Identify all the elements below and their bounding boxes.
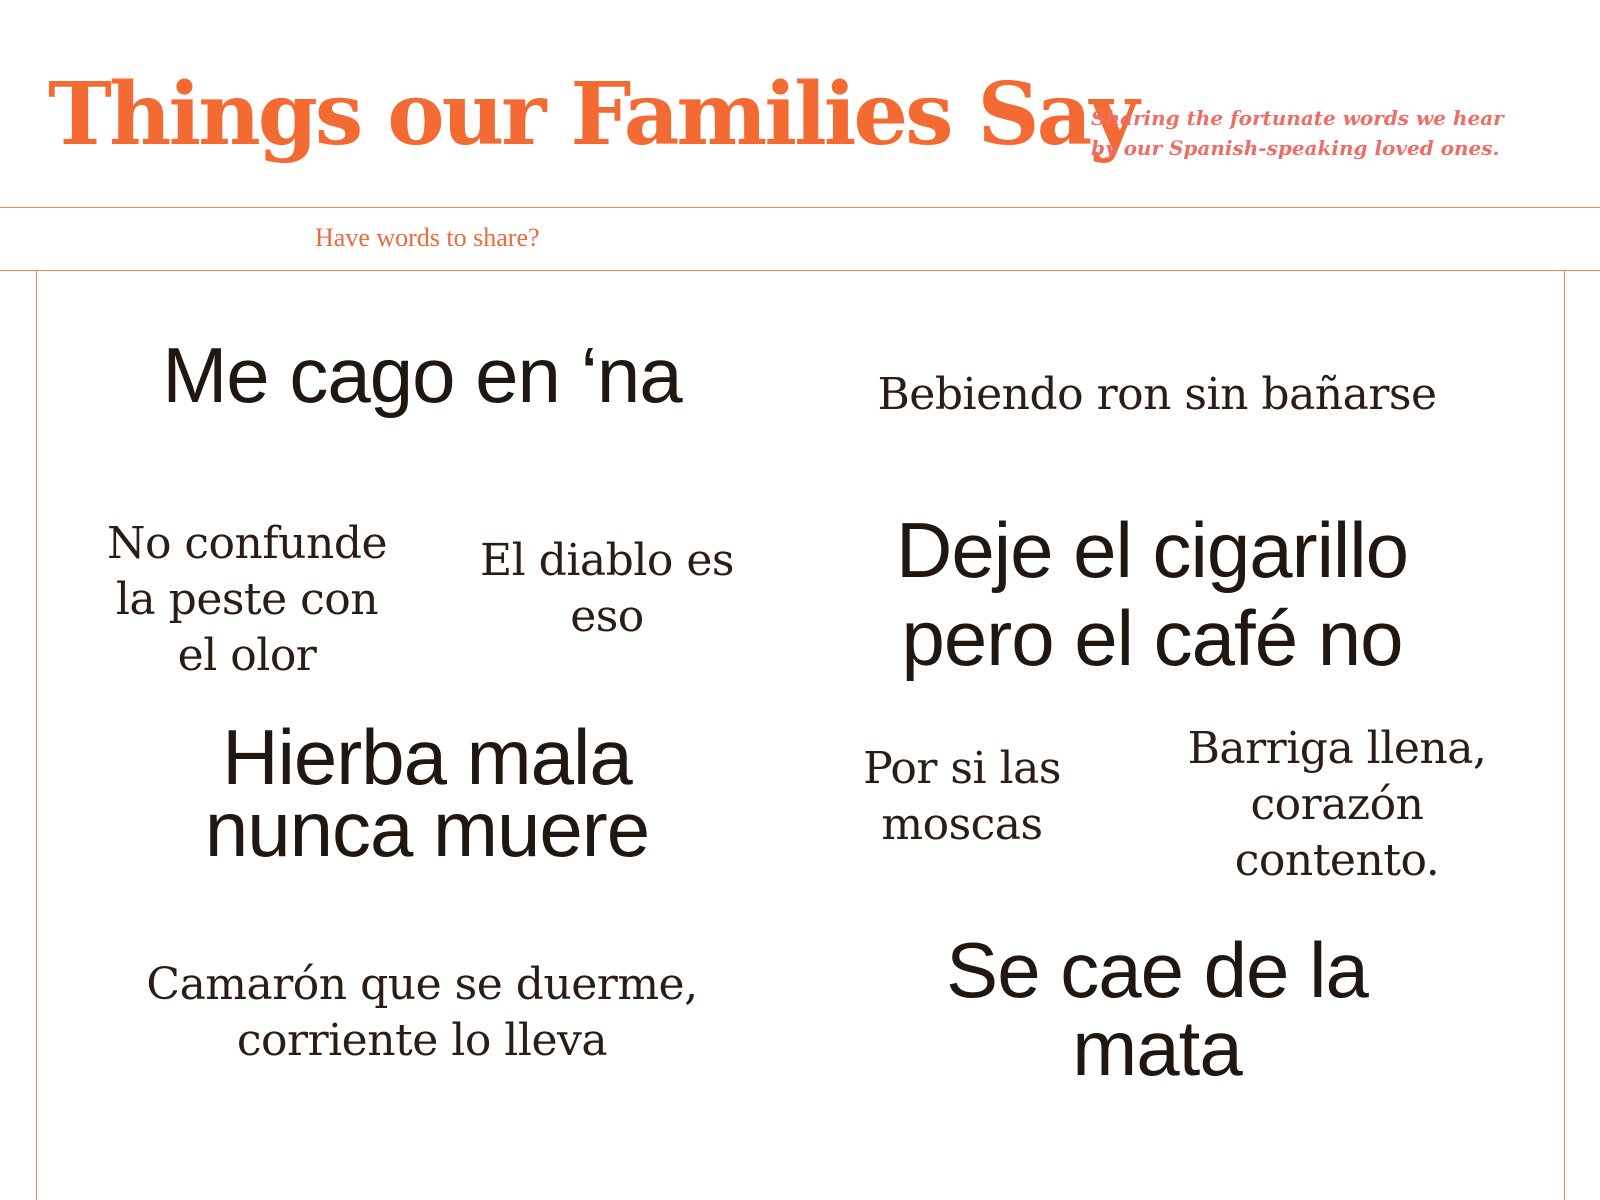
phrase-line: Por si las <box>863 743 1061 794</box>
phrase-deje-el-cigarillo[interactable] <box>827 506 1477 682</box>
phrase-line: mata <box>1072 1004 1242 1092</box>
phrase-line: Camarón que se duerme, <box>146 959 698 1010</box>
share-bar <box>0 208 1600 271</box>
site-header <box>0 0 1600 208</box>
phrase-me-cago[interactable] <box>97 331 747 419</box>
phrase-se-cae-de-la-mata[interactable] <box>847 926 1467 1092</box>
phrase-line: moscas <box>881 799 1043 850</box>
phrase-camaron[interactable] <box>97 957 747 1069</box>
phrase-board <box>36 271 1565 1200</box>
phrase-line: pero el café no <box>901 594 1403 682</box>
phrase-line: Barriga llena, <box>1187 723 1487 774</box>
phrase-line: la peste con <box>115 574 379 625</box>
phrase-line: Deje el cigarillo <box>896 506 1408 594</box>
site-tagline <box>1091 103 1581 163</box>
tagline-line: Sharing the fortunate words we hear <box>1091 106 1504 130</box>
phrase-line: Bebiendo ron sin bañarse <box>877 369 1437 420</box>
tagline-line: by our Spanish-speaking loved ones. <box>1091 136 1500 160</box>
phrase-line: Se cae de la <box>946 926 1368 1014</box>
phrase-line: corriente lo lleva <box>236 1015 608 1066</box>
phrase-line: el olor <box>177 630 317 681</box>
phrase-line: No confunde <box>106 518 388 569</box>
phrase-bebiendo-ron[interactable] <box>837 367 1477 423</box>
phrase-line: Me cago en ‘na <box>162 331 682 419</box>
phrase-line: contento. <box>1234 835 1440 886</box>
phrase-line: corazón <box>1250 779 1424 830</box>
phrase-el-diablo[interactable] <box>457 533 757 645</box>
phrase-line: El diablo es <box>480 535 734 586</box>
site-title[interactable]: Things our Families Say <box>48 64 1137 165</box>
phrase-barriga-llena[interactable] <box>1152 721 1522 889</box>
phrase-line: Hierba mala <box>222 713 632 801</box>
phrase-line: eso <box>570 591 644 642</box>
phrase-no-confunde[interactable] <box>82 516 412 684</box>
share-words-link[interactable]: Have words to share? <box>315 223 540 252</box>
phrase-por-si-las-moscas[interactable] <box>837 741 1087 853</box>
phrase-line: nunca muere <box>204 785 650 873</box>
phrase-hierba-mala[interactable] <box>117 713 737 873</box>
